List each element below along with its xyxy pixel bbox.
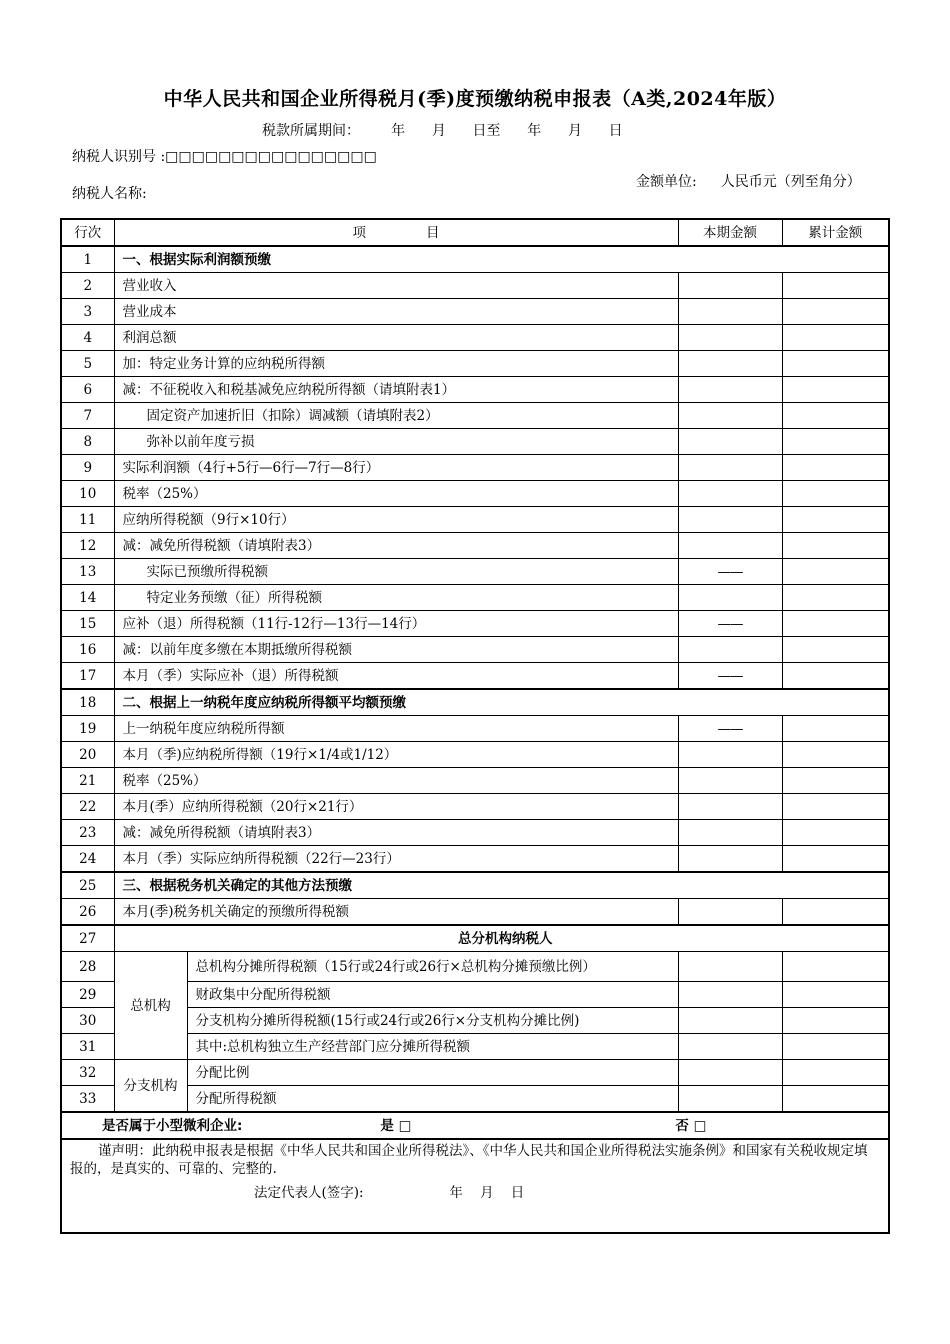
cumulative-amount-cell[interactable] xyxy=(782,351,889,377)
row-item: 减：减免所得税额（请填附表3） xyxy=(114,820,678,846)
current-amount-cell[interactable]: —— xyxy=(678,559,782,585)
row-item: 利润总额 xyxy=(114,325,678,351)
current-amount-cell[interactable] xyxy=(678,585,782,611)
cumulative-amount-cell[interactable] xyxy=(782,559,889,585)
row-item: 实际已预缴所得税额 xyxy=(114,559,678,585)
tax-period: 税款所属期间： 年 月 日至 年 月 日 xyxy=(262,123,623,139)
row-item: 税率（25%） xyxy=(114,481,678,507)
row-item: 弥补以前年度亏损 xyxy=(114,429,678,455)
current-amount-cell[interactable] xyxy=(678,1034,782,1060)
row-number: 31 xyxy=(61,1034,114,1060)
row-item: 加：特定业务计算的应纳税所得额 xyxy=(114,351,678,377)
cumulative-amount-cell[interactable] xyxy=(782,820,889,846)
row-item: 营业成本 xyxy=(114,299,678,325)
table-row xyxy=(61,559,889,585)
current-amount-cell[interactable]: —— xyxy=(678,716,782,742)
current-amount-cell[interactable] xyxy=(678,429,782,455)
row-item: 分支机构分摊所得税额(15行或24行或26行×分支机构分摊比例) xyxy=(187,1008,678,1034)
current-amount-cell[interactable] xyxy=(678,273,782,299)
row-number: 12 xyxy=(61,533,114,559)
row-number: 6 xyxy=(61,377,114,403)
small-enterprise-label: 是否属于小型微利企业: xyxy=(102,1117,243,1134)
section-heading: 二、根据上一纳税年度应纳税所得额平均额预缴 xyxy=(114,689,889,716)
row-number: 19 xyxy=(61,716,114,742)
row-number: 33 xyxy=(61,1086,114,1113)
section-heading: 总分机构纳税人 xyxy=(114,925,889,952)
table-row xyxy=(61,925,889,952)
table-row xyxy=(61,377,889,403)
small-enterprise-row xyxy=(61,1112,889,1139)
cumulative-amount-cell[interactable] xyxy=(782,1008,889,1034)
cumulative-amount-cell[interactable] xyxy=(782,742,889,768)
branch-label: 分支机构 xyxy=(114,1060,187,1113)
table-row xyxy=(61,585,889,611)
table-row xyxy=(61,952,889,982)
table-row xyxy=(61,481,889,507)
section-heading: 三、根据税务机关确定的其他方法预缴 xyxy=(114,872,889,899)
cumulative-amount-cell[interactable] xyxy=(782,533,889,559)
cumulative-amount-cell[interactable] xyxy=(782,1086,889,1113)
current-amount-cell[interactable] xyxy=(678,899,782,926)
row-number: 17 xyxy=(61,663,114,690)
row-number: 27 xyxy=(61,925,114,952)
cumulative-amount-cell[interactable] xyxy=(782,663,889,690)
row-number: 18 xyxy=(61,689,114,716)
current-amount-cell[interactable] xyxy=(678,846,782,873)
row-item: 分配所得税额 xyxy=(187,1086,678,1113)
small-enterprise-yes-checkbox[interactable]: 是 □ xyxy=(380,1117,412,1134)
table-row xyxy=(61,351,889,377)
row-number: 28 xyxy=(61,952,114,982)
cumulative-amount-cell[interactable] xyxy=(782,952,889,982)
table-row xyxy=(61,455,889,481)
cumulative-amount-cell[interactable] xyxy=(782,611,889,637)
header-row-no: 行次 xyxy=(61,219,114,246)
amount-unit xyxy=(636,170,886,194)
row-item: 税率（25%） xyxy=(114,768,678,794)
row-number: 5 xyxy=(61,351,114,377)
current-amount-cell[interactable] xyxy=(678,533,782,559)
cumulative-amount-cell[interactable] xyxy=(782,716,889,742)
row-item: 固定资产加速折旧（扣除）调减额（请填附表2） xyxy=(114,403,678,429)
row-number: 3 xyxy=(61,299,114,325)
table-row xyxy=(61,716,889,742)
row-item: 实际利润额（4行+5行—6行—7行—8行） xyxy=(114,455,678,481)
current-amount-cell[interactable]: —— xyxy=(678,611,782,637)
current-amount-cell[interactable] xyxy=(678,403,782,429)
row-item: 总机构分摊所得税额（15行或24行或26行×总机构分摊预缴比例） xyxy=(187,952,678,982)
row-item: 本月（季）实际应补（退）所得税额 xyxy=(114,663,678,690)
table-row xyxy=(61,507,889,533)
current-amount-cell[interactable] xyxy=(678,1086,782,1113)
cumulative-amount-cell[interactable] xyxy=(782,377,889,403)
row-number: 26 xyxy=(61,899,114,926)
row-number: 30 xyxy=(61,1008,114,1034)
row-item: 减：减免所得税额（请填附表3） xyxy=(114,533,678,559)
cumulative-amount-cell[interactable] xyxy=(782,982,889,1008)
declaration-table xyxy=(60,218,890,1234)
current-amount-cell[interactable] xyxy=(678,982,782,1008)
cumulative-amount-cell[interactable] xyxy=(782,1034,889,1060)
form-title: 中华人民共和国企业所得税月(季)度预缴纳税申报表（A类,2024年版） xyxy=(163,88,787,110)
current-amount-cell[interactable] xyxy=(678,768,782,794)
row-item: 本月（季）实际应纳所得税额（22行—23行） xyxy=(114,846,678,873)
row-item: 财政集中分配所得税额 xyxy=(187,982,678,1008)
cumulative-amount-cell[interactable] xyxy=(782,899,889,926)
cumulative-amount-cell[interactable] xyxy=(782,429,889,455)
amount-unit-label: 金额单位: xyxy=(636,174,697,190)
cumulative-amount-cell[interactable] xyxy=(782,481,889,507)
current-amount-cell[interactable] xyxy=(678,377,782,403)
row-number: 10 xyxy=(61,481,114,507)
table-row xyxy=(61,429,889,455)
declaration-row xyxy=(61,1139,889,1233)
row-item: 减：以前年度多缴在本期抵缴所得税额 xyxy=(114,637,678,663)
current-amount-cell[interactable] xyxy=(678,455,782,481)
header-item: 项 目 xyxy=(114,219,678,246)
cumulative-amount-cell[interactable] xyxy=(782,768,889,794)
row-item: 应纳所得税额（9行×10行） xyxy=(114,507,678,533)
row-item: 上一纳税年度应纳税所得额 xyxy=(114,716,678,742)
cumulative-amount-cell[interactable] xyxy=(782,325,889,351)
section-heading: 一、根据实际利润额预缴 xyxy=(114,246,889,273)
current-amount-cell[interactable] xyxy=(678,1060,782,1086)
row-number: 20 xyxy=(61,742,114,768)
current-amount-cell[interactable] xyxy=(678,742,782,768)
table-row xyxy=(61,689,889,716)
current-amount-cell[interactable] xyxy=(678,820,782,846)
amount-unit-value: 人民币元（列至角分） xyxy=(720,174,861,190)
table-row xyxy=(61,794,889,820)
current-amount-cell[interactable] xyxy=(678,325,782,351)
cumulative-amount-cell[interactable] xyxy=(782,299,889,325)
table-row xyxy=(61,533,889,559)
row-item: 特定业务预缴（征）所得税额 xyxy=(114,585,678,611)
row-number: 32 xyxy=(61,1060,114,1086)
table-row xyxy=(61,872,889,899)
row-number: 13 xyxy=(61,559,114,585)
cumulative-amount-cell[interactable] xyxy=(782,1060,889,1086)
current-amount-cell[interactable] xyxy=(678,481,782,507)
table-row xyxy=(61,611,889,637)
cumulative-amount-cell[interactable] xyxy=(782,637,889,663)
row-number: 29 xyxy=(61,982,114,1008)
header-current-amount: 本期金额 xyxy=(678,219,782,246)
row-number: 1 xyxy=(61,246,114,273)
row-number: 9 xyxy=(61,455,114,481)
row-number: 15 xyxy=(61,611,114,637)
cumulative-amount-cell[interactable] xyxy=(782,403,889,429)
current-amount-cell[interactable]: —— xyxy=(678,663,782,690)
table-row xyxy=(61,299,889,325)
table-row xyxy=(61,742,889,768)
row-number: 24 xyxy=(61,846,114,873)
table-row xyxy=(61,246,889,273)
row-number: 4 xyxy=(61,325,114,351)
cumulative-amount-cell[interactable] xyxy=(782,273,889,299)
row-number: 11 xyxy=(61,507,114,533)
table-row xyxy=(61,637,889,663)
row-item: 本月（季)应纳税所得额（19行×1/4或1/12） xyxy=(114,742,678,768)
cumulative-amount-cell[interactable] xyxy=(782,585,889,611)
current-amount-cell[interactable] xyxy=(678,1008,782,1034)
row-item: 其中:总机构独立生产经营部门应分摊所得税额 xyxy=(187,1034,678,1060)
current-amount-cell[interactable] xyxy=(678,637,782,663)
table-row xyxy=(61,663,889,690)
table-row xyxy=(61,820,889,846)
row-item: 营业收入 xyxy=(114,273,678,299)
table-row xyxy=(61,768,889,794)
current-amount-cell[interactable] xyxy=(678,351,782,377)
header-cumulative-amount: 累计金额 xyxy=(782,219,889,246)
row-number: 8 xyxy=(61,429,114,455)
row-item: 应补（退）所得税额（11行-12行—13行—14行） xyxy=(114,611,678,637)
declaration-text: 谨声明：此纳税申报表是根据《中华人民共和国企业所得税法》、《中华人民共和国企业所得税法实施条例》和国家有关税收规定填报的，是真实的、可靠的、完整的. xyxy=(70,1143,868,1177)
current-amount-cell[interactable] xyxy=(678,952,782,982)
row-number: 23 xyxy=(61,820,114,846)
row-item: 分配比例 xyxy=(187,1060,678,1086)
row-number: 2 xyxy=(61,273,114,299)
taxpayer-name-label: 纳税人名称: xyxy=(72,186,147,202)
hq-label: 总机构 xyxy=(114,952,187,1060)
row-item: 本月(季）应纳所得税额（20行×21行） xyxy=(114,794,678,820)
small-enterprise-no-checkbox[interactable]: 否 □ xyxy=(675,1117,707,1134)
row-number: 22 xyxy=(61,794,114,820)
cumulative-amount-cell[interactable] xyxy=(782,846,889,873)
row-item: 本月(季)税务机关确定的预缴所得税额 xyxy=(114,899,678,926)
taxpayer-id-field[interactable]: 纳税人识别号 :□□□□□□□□□□□□□□□□ xyxy=(72,149,377,165)
table-row xyxy=(61,325,889,351)
table-header-row xyxy=(61,219,889,246)
cumulative-amount-cell[interactable] xyxy=(782,794,889,820)
table-row xyxy=(61,846,889,873)
legal-representative-signature[interactable]: 法定代表人(签字): 年 月 日 xyxy=(254,1185,525,1201)
row-number: 21 xyxy=(61,768,114,794)
row-number: 16 xyxy=(61,637,114,663)
cumulative-amount-cell[interactable] xyxy=(782,455,889,481)
table-row xyxy=(61,1060,889,1086)
cumulative-amount-cell[interactable] xyxy=(782,507,889,533)
row-number: 25 xyxy=(61,872,114,899)
current-amount-cell[interactable] xyxy=(678,794,782,820)
row-number: 14 xyxy=(61,585,114,611)
table-row xyxy=(61,273,889,299)
current-amount-cell[interactable] xyxy=(678,507,782,533)
row-number: 7 xyxy=(61,403,114,429)
row-item: 减：不征税收入和税基减免应纳税所得额（请填附表1） xyxy=(114,377,678,403)
table-row xyxy=(61,403,889,429)
current-amount-cell[interactable] xyxy=(678,299,782,325)
table-row xyxy=(61,899,889,926)
